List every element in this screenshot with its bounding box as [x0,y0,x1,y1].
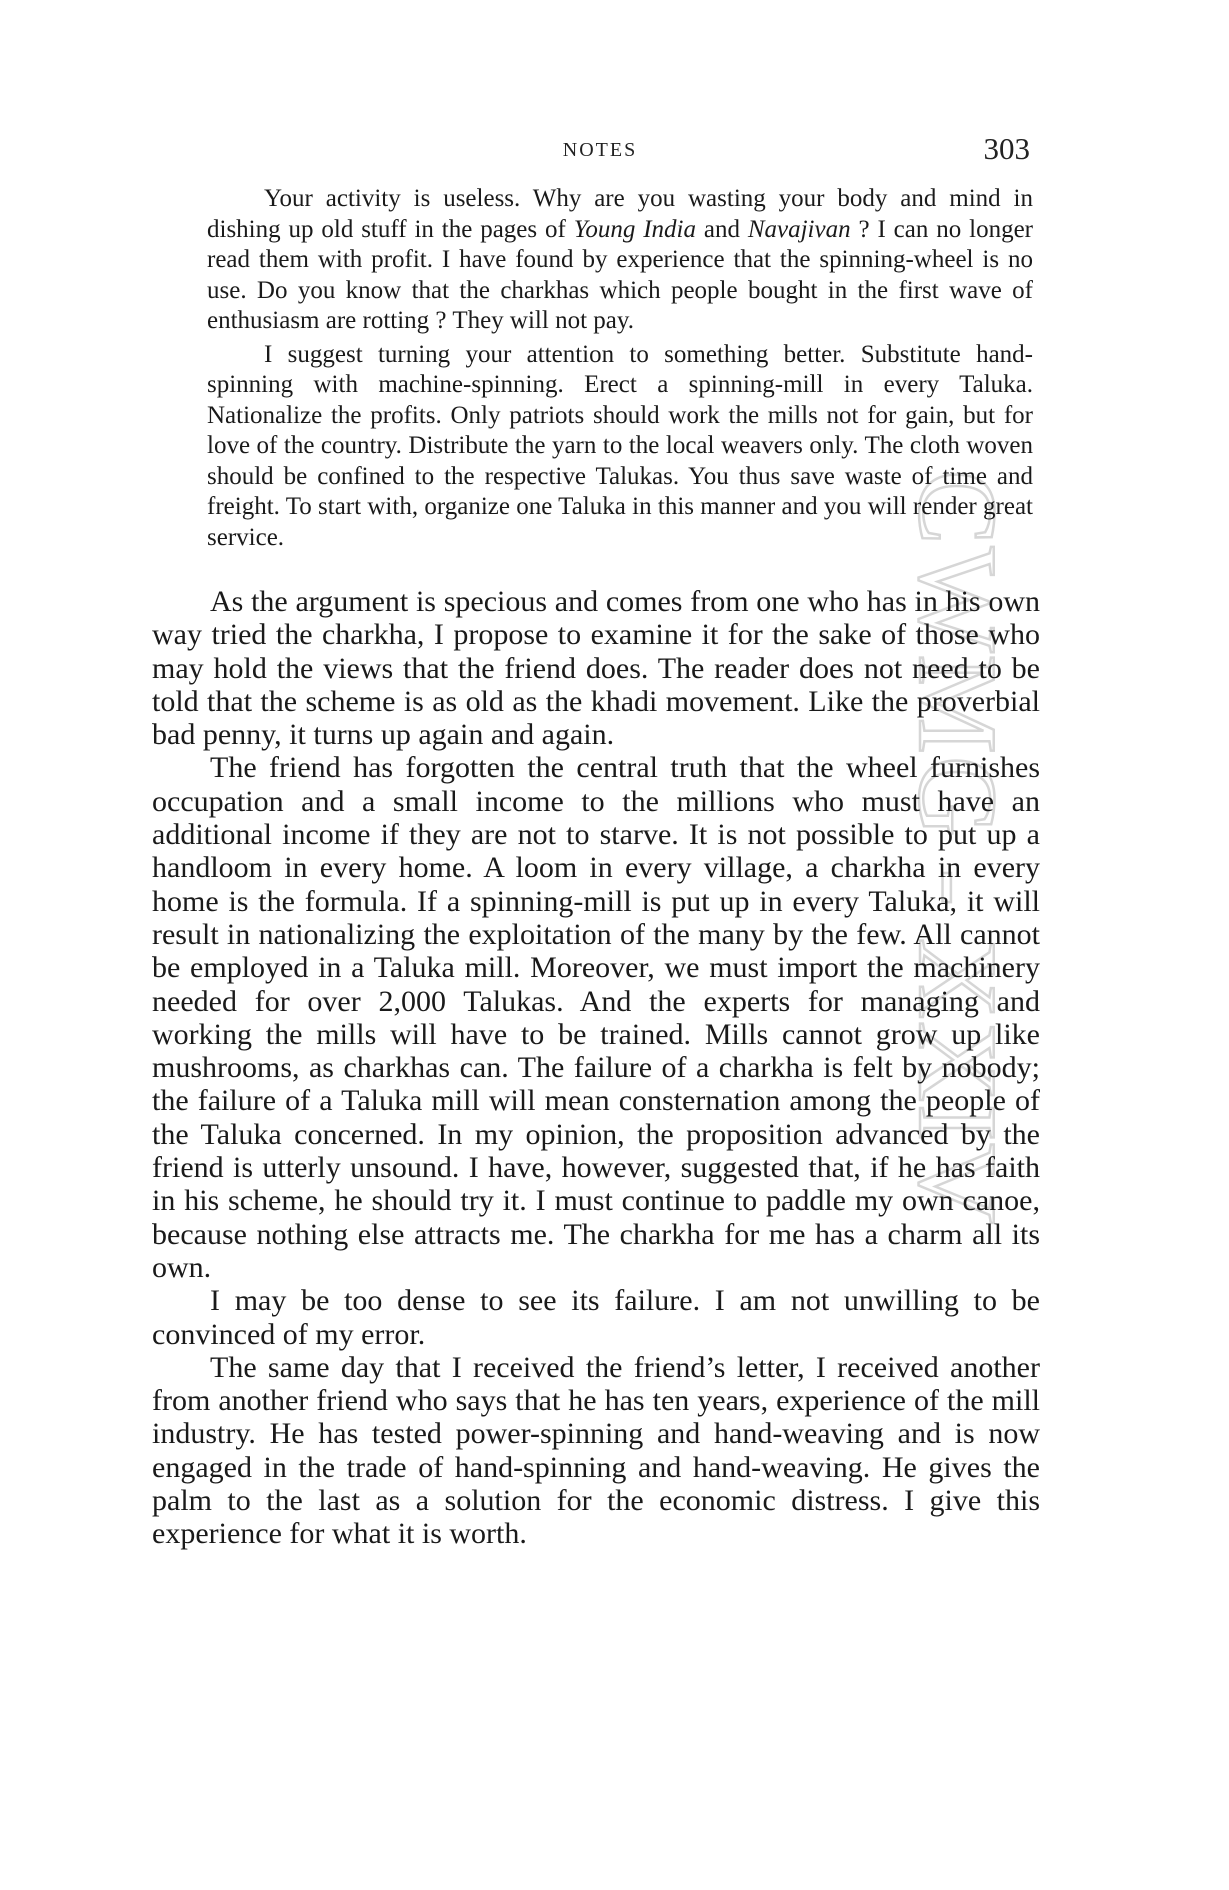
watermark-text: CWMG - XXIV [895,470,1019,1227]
quote-paragraph [207,184,1033,337]
quote-text: Your activity is useless. Why are you wasting your body and mind in dishing up old stuff in the pages of [207,185,1033,243]
quoted-letter [207,184,1033,553]
running-title: NOTES [562,139,638,161]
body-paragraph: The same day that I received the friend’s letter, I received another from another friend who says that he has ten years, experience of the mill industry. He has tested power-spinning and hand-weaving and is now engaged in the trade of hand-spinning and hand-weaving. He gives the palm to the last as a solution for the economic distress. I give this experience for what it is worth. [152,1350,1040,1551]
quote-paragraph: I suggest turning your attention to something better. Substitute hand-spinning with machine-spinning. Erect a spinning-mill in every Taluka. Nationalize the profits. Only patriots should work the mills not for gain, but for love of the country. Distribute the yarn to the local weavers only. The cloth woven should be confined to the respective Talukas. You thus save waste of time and freight. To start with, organize one Taluka in this manner and you will render great service. [207,340,1033,551]
page-number: 303 [983,131,1030,166]
running-head [170,131,1030,175]
body-paragraph: As the argument is specious and comes from one who has in his own way tried the charkha, I propose to examine it for the sake of those who may hold the views that the friend does. The reader does not need to be told that the scheme is as old as the khadi movement. Like the proverbial bad penny, it turns up again and again. [152,585,1040,752]
quote-text: and [695,215,748,243]
body-paragraph: The friend has forgotten the central truth that the wheel furnishes occupation and a small income to the millions who must have an additional income if they are not to starve. It is not possible to put up a handloom in every home. A loom in every village, a charkha in every home is the formula. If a spinning-mill is put up in every Taluka, it will result in nationalizing the exploitation of the many by the few. All cannot be employed in a Taluka mill. Moreover, we must import the machinery needed for over 2,000 Talukas. And the experts for managing and working the mills will have to be trained. Mills cannot grow up like mushrooms, as charkhas can. The failure of a charkha is felt by nobody; the failure of a Taluka mill will mean consternation among the people of the Taluka concerned. In my opinion, the proposition advanced by the friend is utterly unsound. I have, however, suggested that, if he has faith in his scheme, he should try it. I must continue to paddle my own canoe, because nothing else attracts me. The charkha for me has a charm all its own. [152,751,1040,1284]
publication-title: Young India [573,215,696,243]
body-text [152,585,1040,1551]
quote-text: ? I can no longer read them with profit. I have found by experience that the spinning-wheel is no use. Do you know that the charkhas which people bought in the first wave of enthusiasm are rotting ? They will not pay. [207,215,1033,334]
body-paragraph: I may be too dense to see its failure. I am not unwilling to be convinced of my error. [152,1284,1040,1351]
publication-title: Navajivan [747,215,851,243]
